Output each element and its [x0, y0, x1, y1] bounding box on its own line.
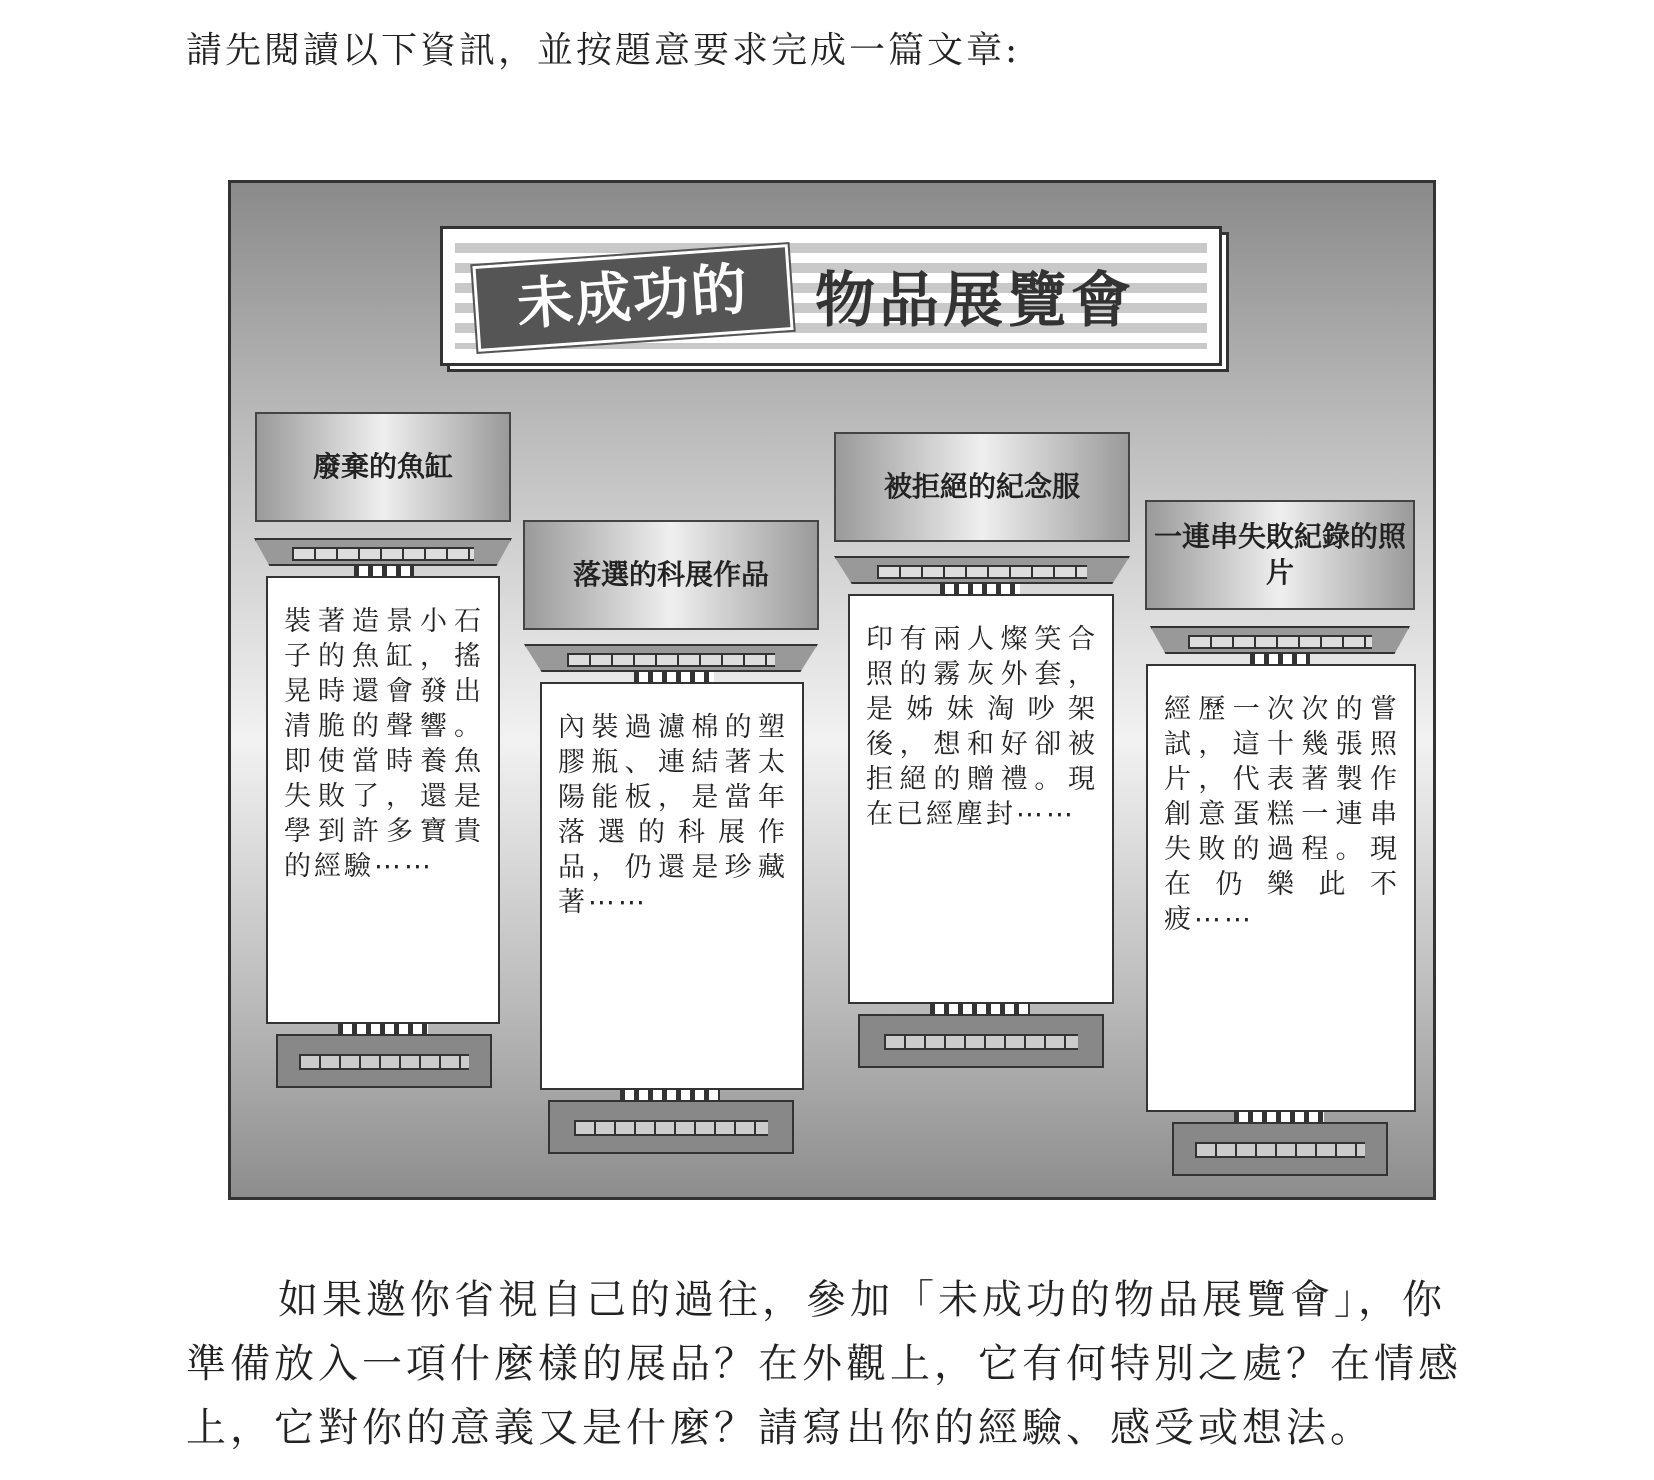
exhibit-capital [524, 644, 818, 672]
exhibition-banner [440, 226, 1222, 366]
exhibit-card-failure-photos: 經歷一次次的嘗試，這十幾張照片，代表著製作創意蛋糕一連串失敗的過程。現在仍樂此不疲⋯⋯ [1146, 664, 1416, 1112]
banner-tag: 未成功的 [472, 244, 793, 352]
exhibit-card-fish-tank: 裝著造景小石子的魚缸，搖晃時還會發出清脆的聲響。即使當時養魚失敗了，還是學到許多寶貴的經驗⋯⋯ [266, 576, 500, 1024]
exhibit-base [548, 1100, 794, 1154]
exhibit-base [858, 1014, 1104, 1068]
exhibit-connector [930, 1004, 1030, 1014]
exhibit-connector [940, 584, 1020, 594]
exhibit-capital [254, 538, 512, 566]
exhibit-connector [354, 566, 414, 576]
exhibit-label-failure-photos: 一連串失敗紀錄的照片 [1145, 500, 1415, 610]
exhibit-connector [1250, 654, 1310, 664]
exhibit-card-souvenir-shirt: 印有兩人燦笑合照的霧灰外套，是姊妹淘吵架後，想和好卻被拒絕的贈禮。現在已經塵封⋯⋯ [848, 594, 1114, 1004]
essay-prompt: 如果邀你省視自己的過往，參加「未成功的物品展覽會」，你準備放入一項什麼樣的展品？在外觀上，它有何特別之處？在情感上，它對你的意義又是什麼？請寫出你的經驗、感受或想法。 [186, 1277, 1462, 1451]
exhibit-base [1172, 1122, 1388, 1176]
exhibit-connector [1234, 1112, 1324, 1122]
exhibit-connector [620, 1090, 720, 1100]
exhibit-capital [834, 556, 1130, 584]
exhibit-connector [634, 672, 714, 682]
exhibit-capital [1150, 626, 1410, 654]
exhibit-card-science-fair: 內裝過濾棉的塑膠瓶、連結著太陽能板，是當年落選的科展作品，仍還是珍藏著⋯⋯ [540, 682, 804, 1090]
instruction-text: 請先閱讀以下資訊，並按題意要求完成一篇文章: [186, 30, 1021, 71]
exhibit-label-souvenir-shirt: 被拒絕的紀念服 [834, 432, 1130, 542]
banner-title: 物品展覽會 [815, 266, 1135, 336]
exhibit-base [276, 1034, 492, 1088]
exhibit-label-fish-tank: 廢棄的魚缸 [255, 412, 511, 522]
exhibit-label-science-fair: 落選的科展作品 [523, 520, 819, 630]
exhibit-connector [338, 1024, 428, 1034]
